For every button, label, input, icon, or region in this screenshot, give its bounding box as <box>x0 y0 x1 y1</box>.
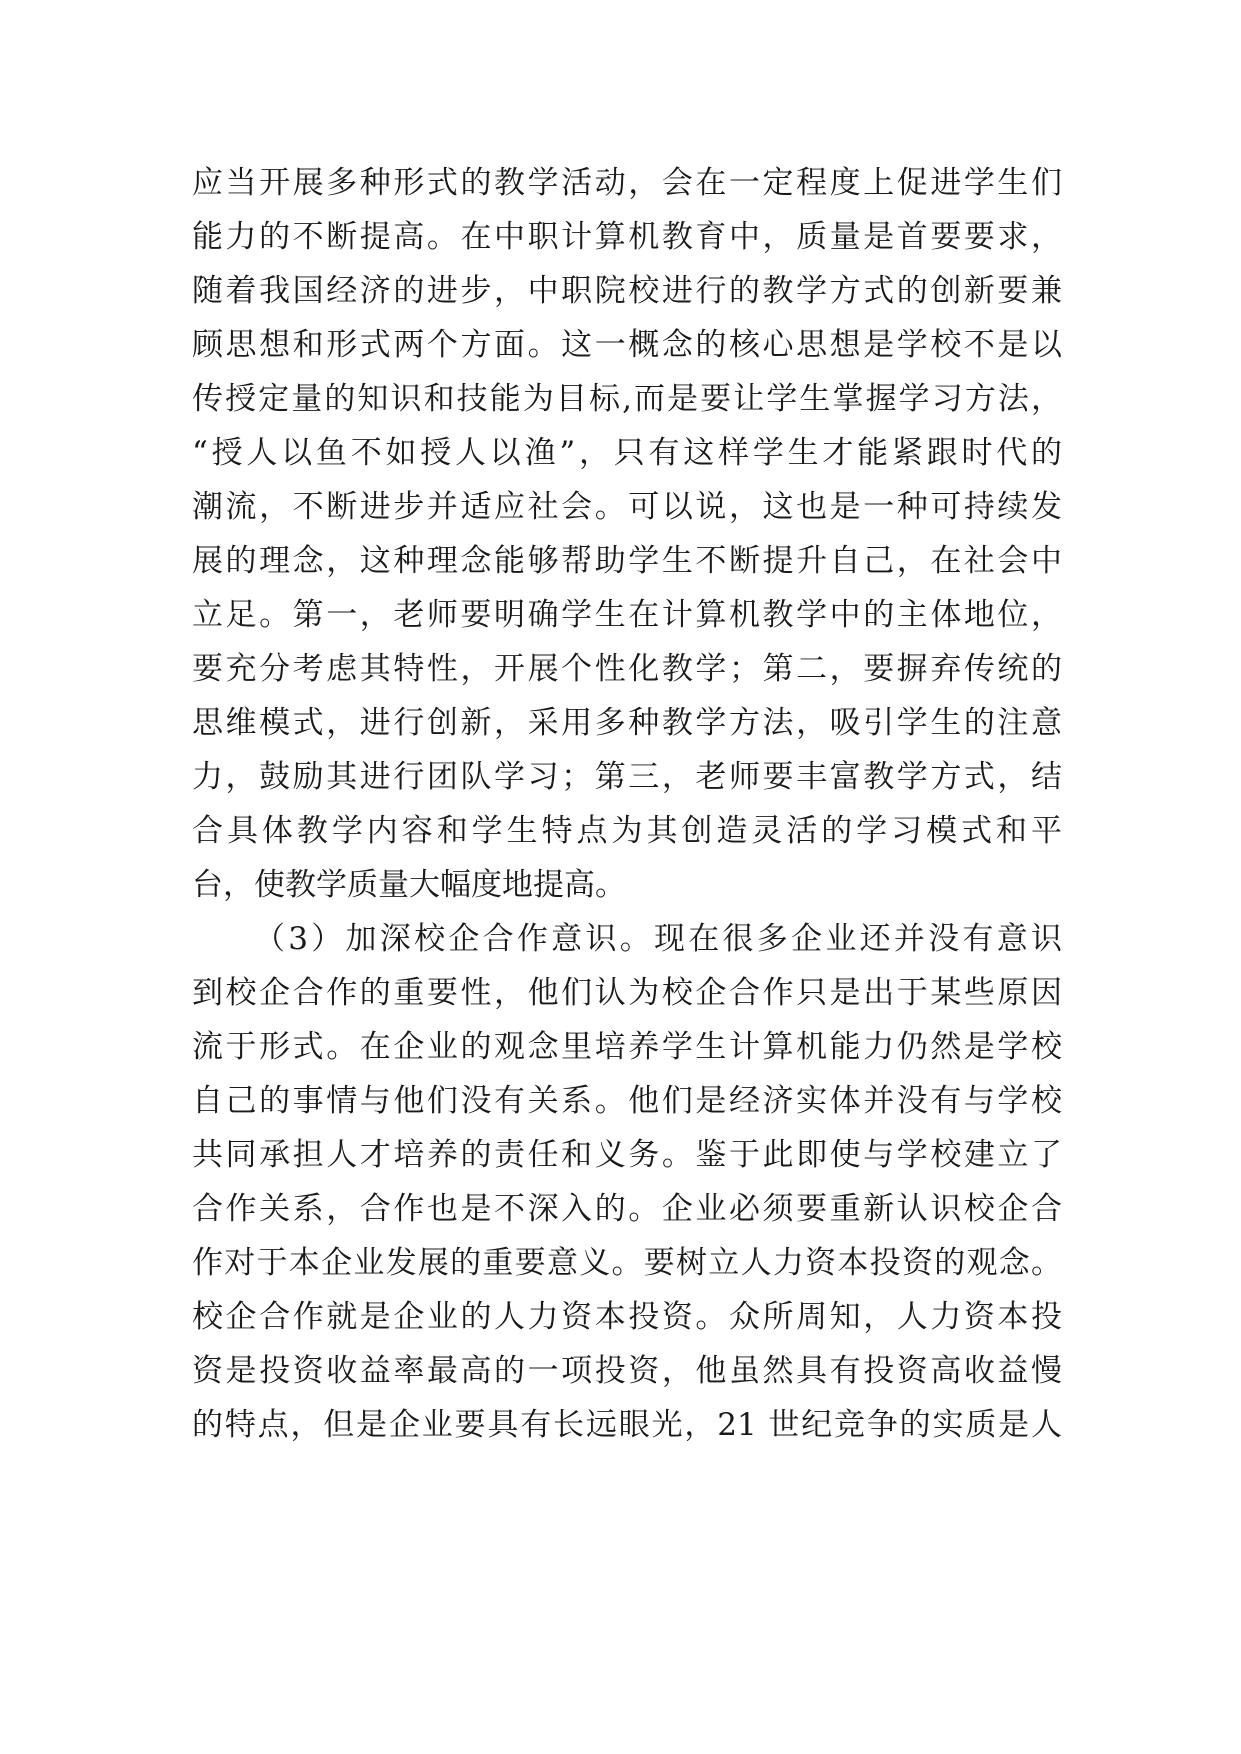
text-line: 自己的事情与他们没有关系。他们是经济实体并没有与学校 <box>192 1083 1062 1119</box>
text-line: 顾思想和形式两个方面。这一概念的核心思想是学校不是以 <box>192 327 1062 363</box>
text-line: 应当开展多种形式的教学活动，会在一定程度上促进学生们 <box>192 165 1062 201</box>
text-line: “授人以鱼不如授人以渔”，只有这样学生才能紧跟时代的 <box>192 435 1062 471</box>
text-line: 合作关系，合作也是不深入的。企业必须要重新认识校企合 <box>192 1191 1062 1227</box>
text-line: 传授定量的知识和技能为目标,而是要让学生掌握学习方法， <box>192 381 1062 417</box>
text-line: 立足。第一，老师要明确学生在计算机教学中的主体地位， <box>192 597 1062 633</box>
text-line: 的特点，但是企业要具有长远眼光，21 世纪竞争的实质是人 <box>192 1407 1062 1443</box>
text-line: 共同承担人才培养的责任和义务。鉴于此即使与学校建立了 <box>192 1137 1062 1173</box>
text-line: 要充分考虑其特性，开展个性化教学；第二，要摒弃传统的 <box>192 651 1062 687</box>
paragraph-2 <box>192 912 1062 1452</box>
text-line: 能力的不断提高。在中职计算机教育中，质量是首要要求， <box>192 219 1062 255</box>
text-line: 校企合作就是企业的人力资本投资。众所周知，人力资本投 <box>192 1299 1062 1335</box>
text-line: 展的理念，这种理念能够帮助学生不断提升自己，在社会中 <box>192 543 1062 579</box>
text-line: 思维模式，进行创新，采用多种教学方法，吸引学生的注意 <box>192 705 1062 741</box>
text-line: 作对于本企业发展的重要意义。要树立人力资本投资的观念。 <box>192 1245 1062 1281</box>
text-line: 资是投资收益率最高的一项投资，他虽然具有投资高收益慢 <box>192 1353 1062 1389</box>
text-line: （3）加深校企合作意识。现在很多企业还并没有意识 <box>254 921 1062 957</box>
body-text <box>192 156 1062 1452</box>
text-line: 力，鼓励其进行团队学习；第三，老师要丰富教学方式，结 <box>192 759 1062 795</box>
text-line: 流于形式。在企业的观念里培养学生计算机能力仍然是学校 <box>192 1029 1062 1065</box>
paragraph-1 <box>192 156 1062 912</box>
text-line: 潮流，不断进步并适应社会。可以说，这也是一种可持续发 <box>192 489 1062 525</box>
text-line: 合具体教学内容和学生特点为其创造灵活的学习模式和平 <box>192 813 1062 849</box>
text-line: 随着我国经济的进步，中职院校进行的教学方式的创新要兼 <box>192 273 1062 309</box>
text-line: 到校企合作的重要性，他们认为校企合作只是出于某些原因 <box>192 975 1062 1011</box>
text-line: 台，使教学质量大幅度地提高。 <box>192 867 626 903</box>
